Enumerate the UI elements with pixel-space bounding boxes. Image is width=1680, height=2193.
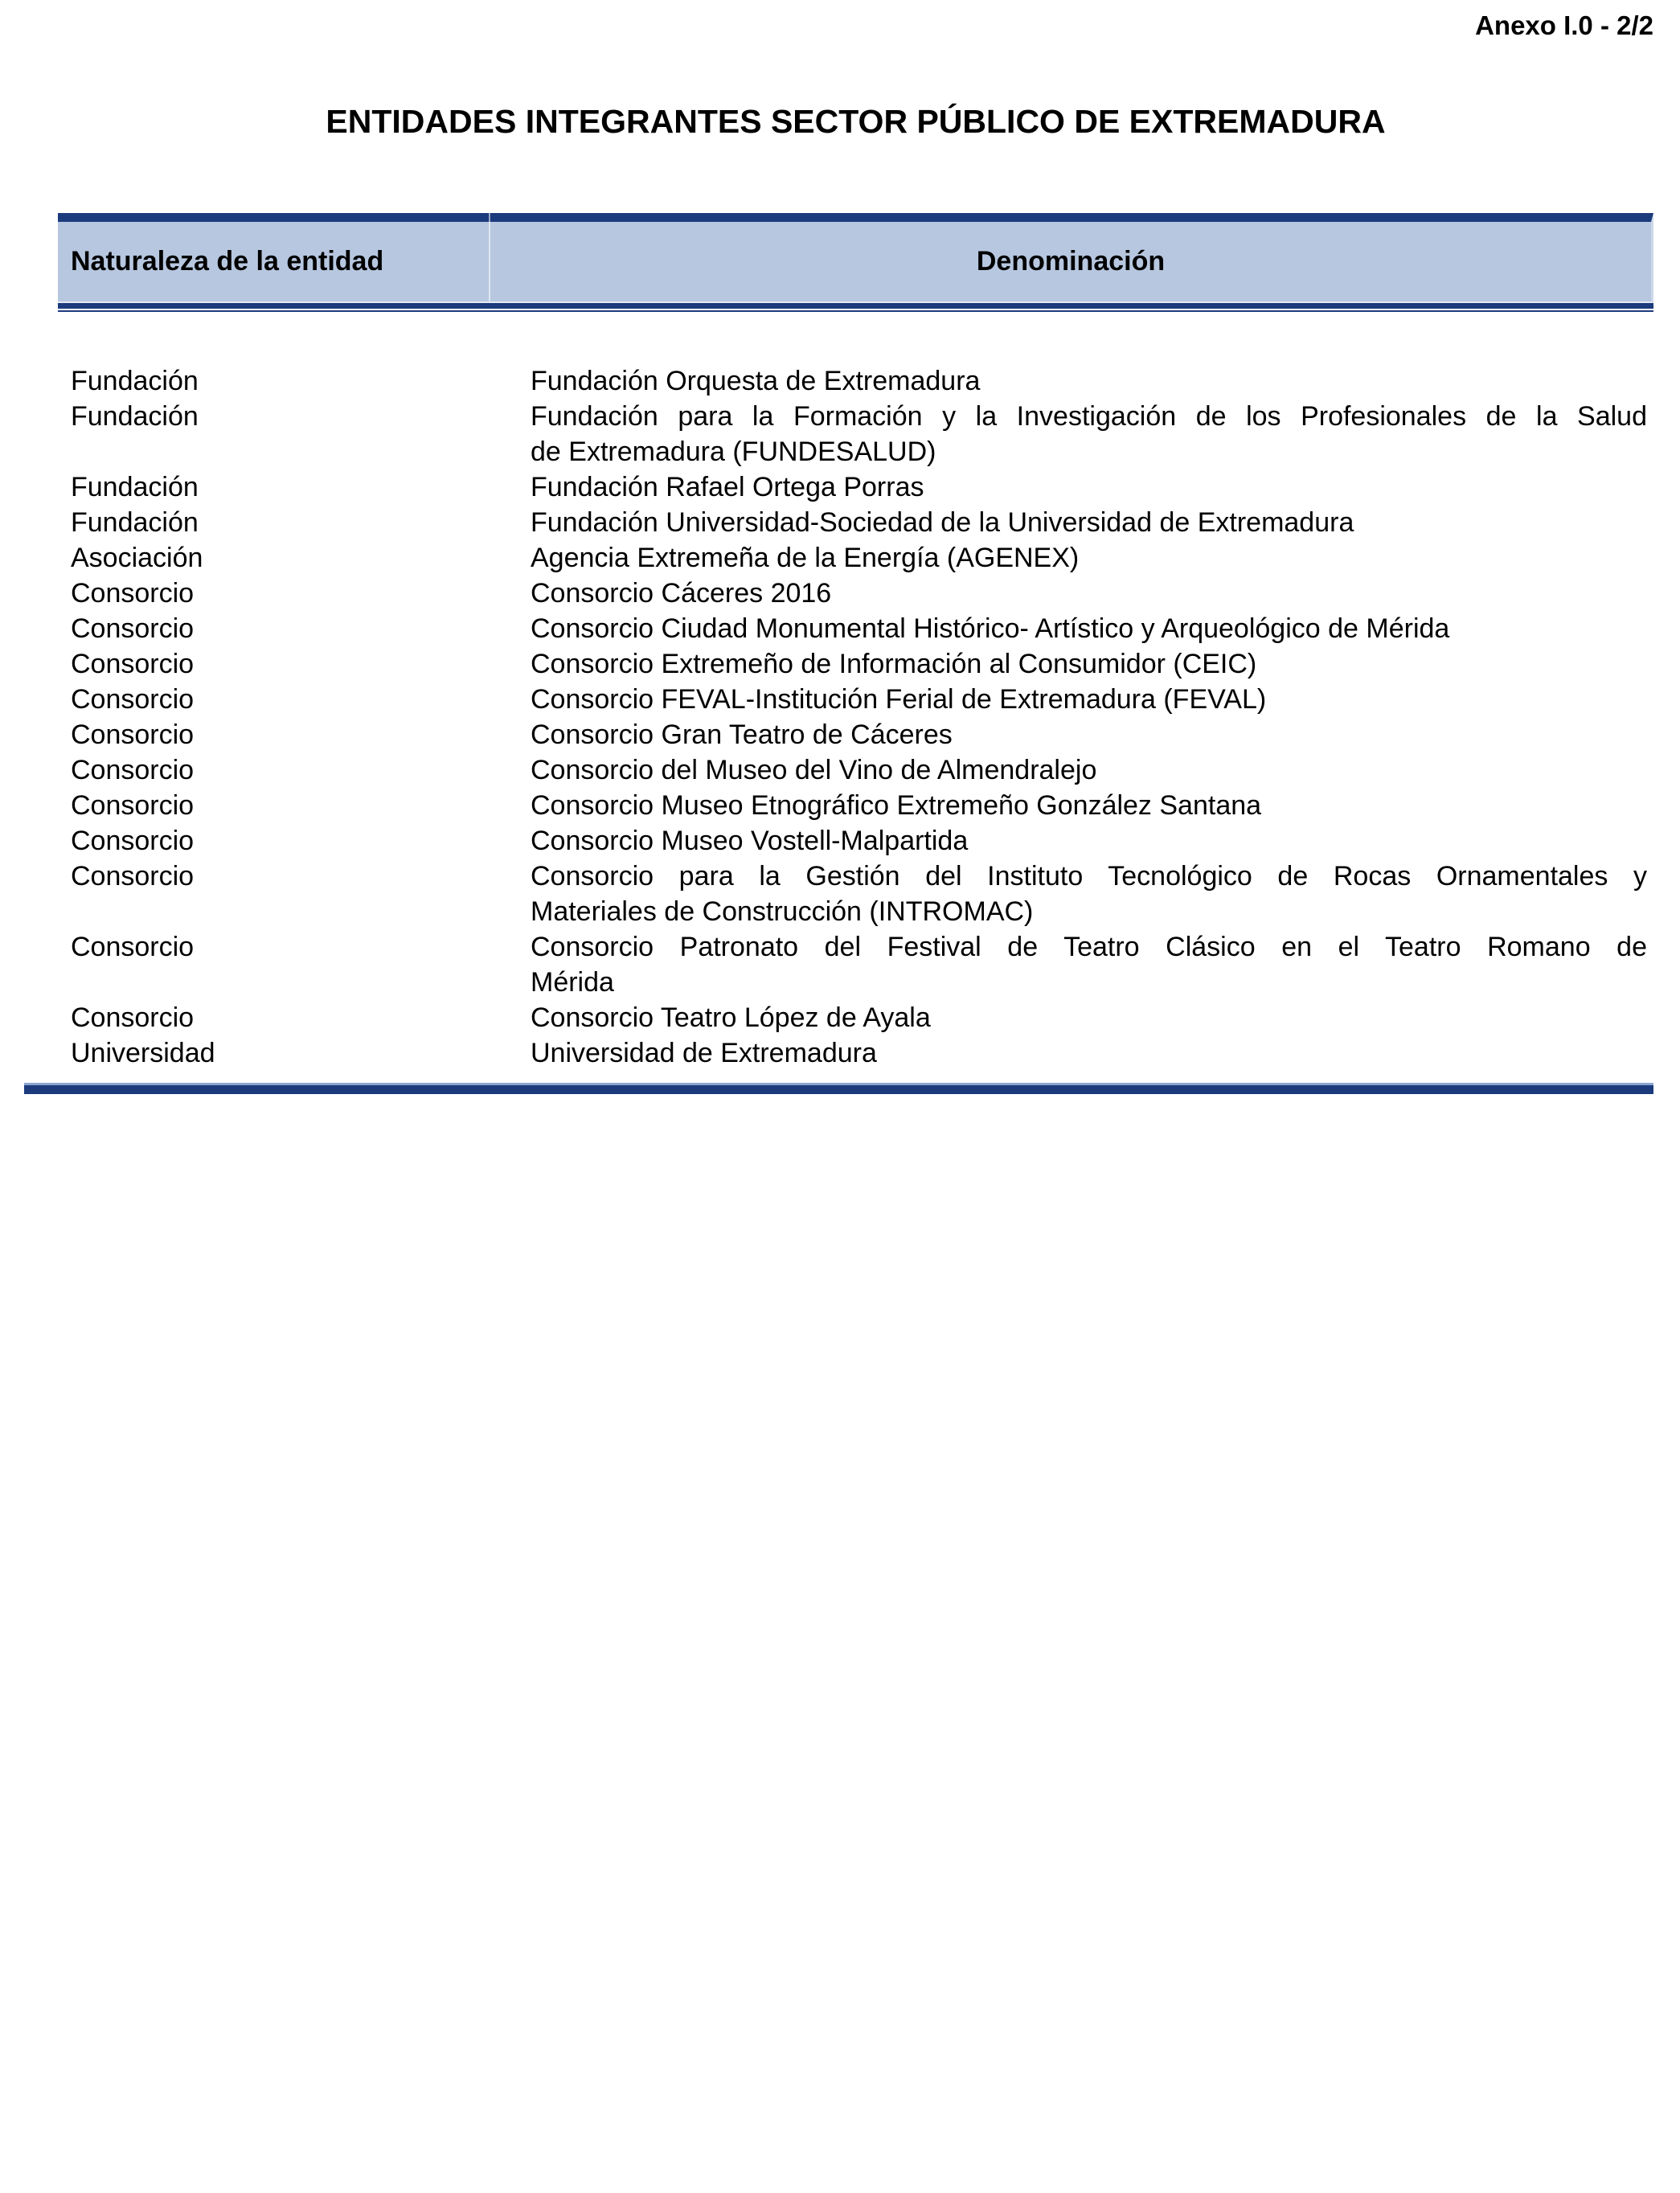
cell-naturaleza: Fundación <box>71 472 199 502</box>
denominacion-line: Consorcio FEVAL-Institución Ferial de Extremadura (FEVAL) <box>531 684 1267 715</box>
table-row <box>58 1035 1653 1071</box>
denominacion-line: Consorcio Museo Etnográfico Extremeño González Santana <box>531 790 1262 821</box>
column-divider <box>489 213 490 301</box>
denominacion-line: Universidad de Extremadura <box>531 1038 877 1068</box>
cell-naturaleza: Fundación <box>71 401 199 432</box>
denominacion-line: Fundación Orquesta de Extremadura <box>531 366 981 396</box>
cell-naturaleza: Consorcio <box>71 613 195 644</box>
table-row <box>58 646 1653 682</box>
page-bottom-rule <box>24 1083 1653 1094</box>
cell-naturaleza: Universidad <box>71 1038 215 1068</box>
table-row <box>58 859 1653 929</box>
cell-denominacion <box>490 540 1653 576</box>
table-row <box>58 469 1653 505</box>
table-row <box>58 929 1653 1000</box>
denominacion-line: Consorcio Gran Teatro de Cáceres <box>531 719 953 750</box>
table-row <box>58 611 1653 646</box>
denominacion-line: Fundación Universidad-Sociedad de la Universidad de Extremadura <box>531 507 1354 538</box>
table-row <box>58 576 1653 611</box>
cell-denominacion <box>490 823 1653 859</box>
denominacion-line: Consorcio Patronato del Festival de Teatro Clásico en el Teatro Romano de <box>531 932 1647 962</box>
cell-denominacion <box>490 646 1653 682</box>
table-row <box>58 717 1653 752</box>
denominacion-line: Fundación para la Formación y la Investigación de los Profesionales de la Salud <box>531 401 1647 432</box>
denominacion-line: Consorcio Cáceres 2016 <box>531 578 832 609</box>
page-title: ENTIDADES INTEGRANTES SECTOR PÚBLICO DE EXTREMADURA <box>326 103 1386 140</box>
denominacion-line: Mérida <box>531 967 614 998</box>
cell-denominacion <box>490 752 1653 788</box>
cell-denominacion <box>490 1035 1653 1071</box>
table-body <box>58 363 1653 1071</box>
table-row <box>58 682 1653 717</box>
cell-denominacion <box>490 788 1653 823</box>
table-header <box>58 213 1653 303</box>
denominacion-line: Consorcio Extremeño de Información al Consumidor (CEIC) <box>531 649 1257 679</box>
cell-naturaleza: Consorcio <box>71 790 195 821</box>
cell-naturaleza: Consorcio <box>71 755 195 785</box>
annex-label: Anexo I.0 - 2/2 <box>1475 10 1653 40</box>
cell-denominacion <box>490 717 1653 752</box>
cell-denominacion <box>490 469 1653 505</box>
cell-denominacion <box>490 1000 1653 1035</box>
table-row <box>58 363 1653 399</box>
denominacion-line: Consorcio del Museo del Vino de Almendralejo <box>531 755 1097 785</box>
cell-naturaleza: Consorcio <box>71 826 195 856</box>
header-rule-thin <box>58 310 1653 312</box>
cell-denominacion <box>490 363 1653 399</box>
denominacion-line: Materiales de Construcción (INTROMAC) <box>531 896 1034 927</box>
cell-denominacion <box>490 929 1653 1000</box>
cell-denominacion <box>490 859 1653 929</box>
cell-naturaleza: Fundación <box>71 366 199 396</box>
denominacion-line: Consorcio Museo Vostell-Malpartida <box>531 826 969 856</box>
denominacion-line: Consorcio Ciudad Monumental Histórico- Artístico y Arqueológico de Mérida <box>531 613 1450 644</box>
cell-naturaleza: Consorcio <box>71 684 195 715</box>
header-rule-thick <box>58 303 1653 309</box>
cell-denominacion <box>490 399 1653 469</box>
cell-naturaleza: Consorcio <box>71 719 195 750</box>
entities-table <box>58 213 1653 1071</box>
cell-naturaleza: Consorcio <box>71 649 195 679</box>
denominacion-line: Fundación Rafael Ortega Porras <box>531 472 924 502</box>
table-row <box>58 540 1653 576</box>
table-row <box>58 399 1653 469</box>
table-row <box>58 505 1653 540</box>
cell-denominacion <box>490 576 1653 611</box>
table-row <box>58 788 1653 823</box>
cell-naturaleza: Consorcio <box>71 578 195 609</box>
table-row <box>58 1000 1653 1035</box>
cell-naturaleza: Fundación <box>71 507 199 538</box>
cell-naturaleza: Consorcio <box>71 1002 195 1033</box>
table-row <box>58 823 1653 859</box>
denominacion-line: Consorcio Teatro López de Ayala <box>531 1002 931 1033</box>
cell-naturaleza: Consorcio <box>71 861 195 892</box>
cell-naturaleza: Asociación <box>71 543 203 573</box>
denominacion-line: de Extremadura (FUNDESALUD) <box>531 437 936 467</box>
denominacion-line: Agencia Extremeña de la Energía (AGENEX) <box>531 543 1080 573</box>
table-row <box>58 752 1653 788</box>
cell-denominacion <box>490 682 1653 717</box>
cell-denominacion <box>490 505 1653 540</box>
cell-denominacion <box>490 611 1653 646</box>
bottom-rule-thick-line <box>24 1085 1653 1094</box>
column-header-naturaleza: Naturaleza de la entidad <box>71 246 384 277</box>
denominacion-line: Consorcio para la Gestión del Instituto Tecnológico de Rocas Ornamentales y <box>531 861 1647 892</box>
column-header-denominacion: Denominación <box>976 246 1166 277</box>
cell-naturaleza: Consorcio <box>71 932 195 962</box>
